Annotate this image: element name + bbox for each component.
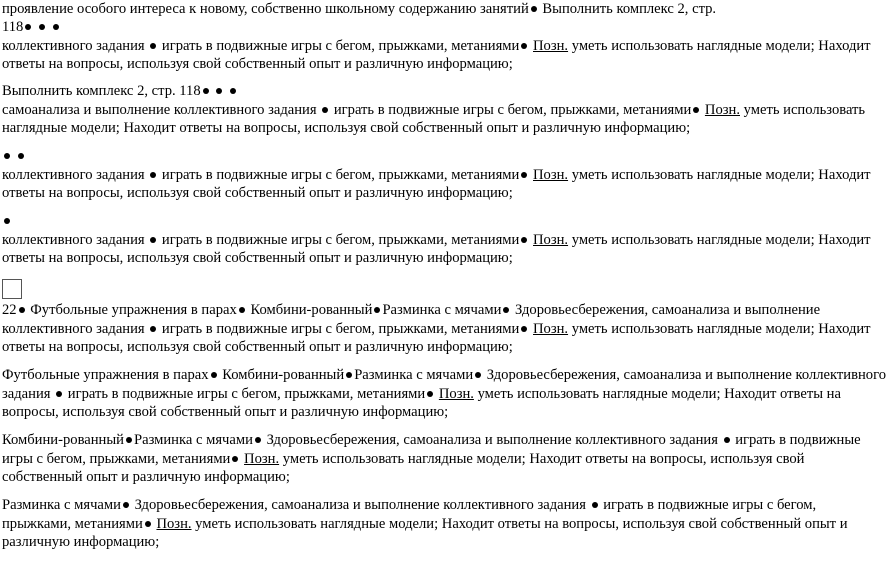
cognitive-label: Позн. xyxy=(533,38,569,54)
cognitive-label: Позн. xyxy=(704,102,740,118)
text-run: уметь использовать наглядные модели; Находит ответы на xyxy=(473,386,841,402)
bullet-icon xyxy=(150,172,156,178)
text-line: ответы на вопросы, используя свой собственный опыт и различную информацию; xyxy=(2,185,513,201)
bullet-icon xyxy=(145,521,151,527)
text-run: играть в подвижные игры с бегом, прыжками, метаниями xyxy=(158,321,520,337)
bullet-icon xyxy=(374,307,380,313)
cognitive-label: Позн. xyxy=(244,451,280,467)
bullet-icon xyxy=(475,372,481,378)
text-run: 118 xyxy=(2,19,24,35)
text-run: Комбини-рованный xyxy=(2,432,124,448)
bullet-icon xyxy=(211,372,217,378)
text-run: играть в подвижные игры с бегом, прыжками, метаниями xyxy=(64,386,426,402)
text-run: проявление особого интереса к новому, собственно школьному содержанию занятий xyxy=(2,1,529,17)
bullet-icon xyxy=(230,88,236,94)
bullet-icon xyxy=(239,307,245,313)
text-line xyxy=(2,231,871,250)
text-line: наглядные модели; Находит ответы на вопросы, используя свой собственный опыт и различную информацию; xyxy=(2,120,691,136)
text-run: уметь использовать xyxy=(739,102,866,118)
empty-cell-box xyxy=(2,279,22,299)
bullet-icon xyxy=(4,153,10,159)
text-line xyxy=(2,82,238,101)
bullet-icon xyxy=(126,437,132,443)
text-run: играть в подвижные игры с бегом, прыжками, метаниями xyxy=(158,38,520,54)
text-run: уметь использовать наглядные модели; Находит xyxy=(568,167,871,183)
cognitive-label: Позн. xyxy=(156,516,192,532)
bullet-icon xyxy=(503,307,509,313)
text-run: Комбини-рованный xyxy=(218,367,345,383)
cognitive-label: Позн. xyxy=(533,167,569,183)
bullet-icon xyxy=(18,153,24,159)
text-line: вопросы, используя свой собственный опыт и различную информацию; xyxy=(2,404,449,420)
bullet-icon xyxy=(322,107,328,113)
bullet-icon xyxy=(521,326,527,332)
bullet-icon xyxy=(150,237,156,243)
text-line: ответы на вопросы, используя свой собственный опыт и различную информацию; xyxy=(2,56,513,72)
bullet-icon xyxy=(25,24,31,30)
bullet-icon xyxy=(150,43,156,49)
text-run: играть в подвижные игры с бегом, прыжками, метаниями xyxy=(158,232,520,248)
text-run: играть в подвижные xyxy=(731,432,861,448)
cognitive-label: Позн. xyxy=(533,232,569,248)
bullet-icon xyxy=(203,88,209,94)
bullet-icon xyxy=(56,391,62,397)
text-run: уметь использовать наглядные модели; Находит xyxy=(568,232,871,248)
text-run: коллективного задания xyxy=(2,321,149,337)
text-run: Футбольные упражнения в парах xyxy=(2,367,209,383)
text-line xyxy=(2,385,841,404)
text-line xyxy=(2,147,26,166)
text-run: уметь использовать наглядные модели; Находит xyxy=(568,38,871,54)
bullet-icon xyxy=(216,88,222,94)
bullet-icon xyxy=(39,24,45,30)
bullet-icon xyxy=(531,6,537,12)
text-run: Выполнить комплекс 2, стр. 118 xyxy=(2,83,201,99)
text-run: Здоровьесбережения, самоанализа и выполнение коллективного задания xyxy=(262,432,722,448)
text-run: Футбольные упражнения в парах xyxy=(26,302,237,318)
bullet-icon xyxy=(592,502,598,508)
text-run: коллективного задания xyxy=(2,38,149,54)
text-line xyxy=(2,0,716,19)
text-run: Разминка с мячами xyxy=(354,367,474,383)
bullet-icon xyxy=(521,43,527,49)
text-line xyxy=(2,496,816,515)
bullet-icon xyxy=(19,307,25,313)
text-run: Комбини-рованный xyxy=(246,302,373,318)
text-line xyxy=(2,301,820,320)
text-run: Здоровьесбережения, самоанализа и выполнение коллективного xyxy=(483,367,886,383)
text-line: ответы на вопросы, используя свой собственный опыт и различную информацию; xyxy=(2,339,513,355)
bullet-icon xyxy=(521,172,527,178)
text-run: самоанализа и выполнение коллективного задания xyxy=(2,102,321,118)
text-line xyxy=(2,166,871,185)
cognitive-label: Позн. xyxy=(438,386,474,402)
text-run: Разминка с мячами xyxy=(2,497,121,513)
bullet-icon xyxy=(346,372,352,378)
bullet-icon xyxy=(123,502,129,508)
bullet-icon xyxy=(255,437,261,443)
text-line: собственный опыт и различную информацию; xyxy=(2,469,290,485)
text-run: Разминка с мячами xyxy=(382,302,502,318)
text-run: играть в подвижные игры с бегом, прыжками, метаниями xyxy=(158,167,520,183)
text-run: коллективного задания xyxy=(2,167,149,183)
text-run: играть в подвижные игры с бегом, прыжками, метаниями xyxy=(330,102,692,118)
text-run: уметь использовать наглядные модели; Находит xyxy=(568,321,871,337)
bullet-icon xyxy=(521,237,527,243)
text-run: уметь использовать наглядные модели; Находит ответы на вопросы, используя свой собственный опыт и xyxy=(191,516,848,532)
text-run: уметь использовать наглядные модели; Находит ответы на вопросы, используя свой xyxy=(279,451,805,467)
text-line xyxy=(2,515,848,534)
text-line: ответы на вопросы, используя свой собственный опыт и различную информацию; xyxy=(2,250,513,266)
bullet-icon xyxy=(724,437,730,443)
bullet-icon xyxy=(4,218,10,224)
text-line xyxy=(2,37,871,56)
text-run: коллективного задания xyxy=(2,232,149,248)
bullet-icon xyxy=(53,24,59,30)
text-line xyxy=(2,431,861,450)
text-line xyxy=(2,320,871,339)
text-run: задания xyxy=(2,386,55,402)
text-line: различную информацию; xyxy=(2,534,160,550)
text-run: Выполнить комплекс 2, стр. xyxy=(538,1,717,17)
text-run: 22 xyxy=(2,302,17,318)
text-run: играть в подвижные игры с бегом, xyxy=(599,497,817,513)
text-line xyxy=(2,101,865,120)
bullet-icon xyxy=(693,107,699,113)
bullet-icon xyxy=(232,456,238,462)
text-run: Здоровьесбережения, самоанализа и выполнение xyxy=(511,302,821,318)
text-line xyxy=(2,450,804,469)
bullet-icon xyxy=(150,326,156,332)
text-line xyxy=(2,18,61,37)
text-run: Разминка с мячами xyxy=(133,432,253,448)
text-line xyxy=(2,212,12,231)
text-run: Здоровьесбережения, самоанализа и выполнение коллективного задания xyxy=(130,497,590,513)
text-run: игры с бегом, прыжками, метаниями xyxy=(2,451,231,467)
text-line xyxy=(2,366,886,385)
text-run: прыжками, метаниями xyxy=(2,516,143,532)
cognitive-label: Позн. xyxy=(533,321,569,337)
bullet-icon xyxy=(427,391,433,397)
